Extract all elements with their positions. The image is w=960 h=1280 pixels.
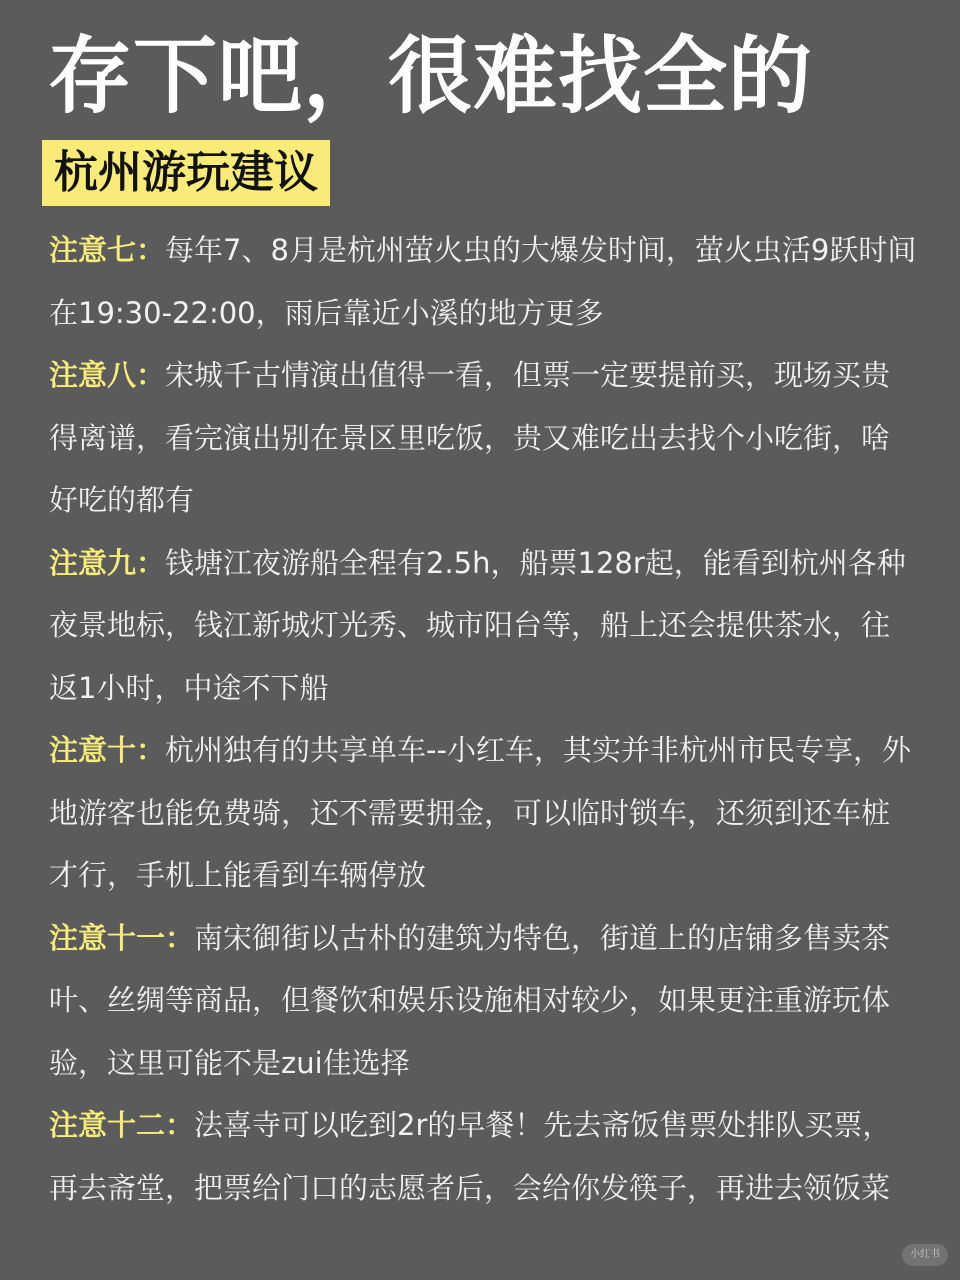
- tip-text: 法喜寺可以吃到2r的早餐！先去斋饭售票处排队买票，再去斋堂，把票给门口的志愿者后，会给你发筷子，再进去领饭菜: [49, 1108, 892, 1205]
- tip-label: 注意十一：: [49, 920, 195, 955]
- tip-text: 南宋御街以古朴的建筑为特色，街道上的店铺多售卖茶叶、丝绸等商品，但餐饮和娱乐设施相对较少，如果更注重游玩体验，这里可能不是zui佳选择: [49, 920, 891, 1080]
- tips-list: [49, 219, 917, 1219]
- tip-item-7: [49, 219, 917, 344]
- tip-item-8: [49, 344, 917, 532]
- tip-label: 注意九：: [49, 545, 166, 580]
- tip-text: 每年7、8月是杭州萤火虫的大爆发时间，萤火虫活9跃时间在19:30-22:00，雨后靠近小溪的地方更多: [49, 233, 917, 330]
- tip-text: 钱塘江夜游船全程有2.5h，船票128r起，能看到杭州各种夜景地标，钱江新城灯光秀、城市阳台等，船上还会提供茶水，往返1小时，中途不下船: [49, 545, 906, 705]
- tip-item-9: [49, 532, 917, 720]
- page-headline: 存下吧，很难找全的: [48, 27, 814, 125]
- watermark-logo: 小红书: [902, 1244, 948, 1266]
- subtitle-highlight: [42, 140, 330, 206]
- tip-text: 宋城千古情演出值得一看，但票一定要提前买，现场买贵得离谱，看完演出别在景区里吃饭，贵又难吃出去找个小吃街，啥好吃的都有: [49, 358, 891, 517]
- tip-item-10: [49, 719, 917, 907]
- tip-label: 注意十：: [49, 733, 166, 767]
- tip-item-12: [49, 1094, 917, 1219]
- tip-label: 注意八：: [49, 358, 166, 392]
- tip-label: 注意七：: [49, 233, 166, 267]
- tip-text: 杭州独有的共享单车--小红车，其实并非杭州市民专享，外地游客也能免费骑，还不需要拥金，可以临时锁车，还须到还车桩才行，手机上能看到车辆停放: [49, 733, 911, 892]
- tip-item-11: [49, 907, 917, 1095]
- page-subtitle: 杭州游玩建议: [54, 147, 318, 198]
- tip-label: 注意十二：: [49, 1108, 195, 1142]
